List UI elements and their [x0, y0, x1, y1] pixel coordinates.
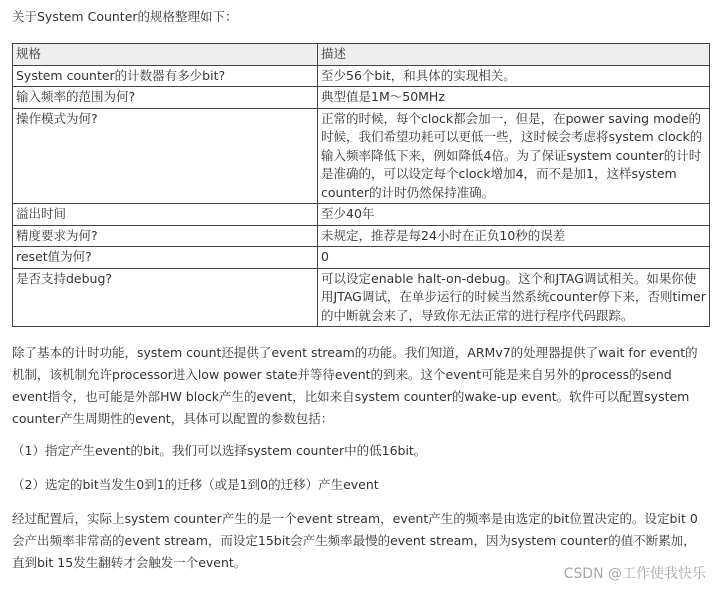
table-cell-spec: reset值为何? — [13, 247, 318, 269]
table-cell-spec: 操作模式为何? — [13, 108, 318, 204]
table-cell-description: 至少56个bit，和具体的实现相关。 — [318, 65, 710, 87]
table-cell-description: 未规定，推荐是每24小时在正负10秒的误差 — [318, 225, 710, 247]
table-cell-spec: 是否支持debug? — [13, 268, 318, 327]
table-row — [13, 225, 710, 247]
table-cell-spec: System counter的计数器有多少bit? — [13, 65, 318, 87]
table-header-row — [13, 44, 710, 66]
table-cell-spec: 输入频率的范围为何? — [13, 87, 318, 109]
spec-table — [12, 43, 710, 327]
table-row — [13, 87, 710, 109]
param-item-1: （1）指定产生event的bit。我们可以选择system counter中的低16bit。 — [12, 443, 427, 458]
intro-text: 关于System Counter的规格整理如下： — [12, 9, 238, 24]
param-item-2: （2）选定的bit当发生0到1的迁移（或是1到0的迁移）产生event — [12, 477, 379, 492]
table-cell-spec: 精度要求为何? — [13, 225, 318, 247]
table-row — [13, 247, 710, 269]
csdn-watermark: CSDN @工作使我快乐 — [563, 566, 706, 582]
table-row — [13, 65, 710, 87]
header-description: 描述 — [318, 44, 710, 66]
table-row — [13, 108, 710, 204]
table-cell-description: 正常的时候，每个clock都会加一，但是，在power saving mode的时候，我们希望功耗可以更低一些，这时候会考虑将system clock的输入频率降低下来，例如降低4倍。为了保证system counter的计时是准确的，可以设定每个clock增加4，而不是加1，这样system counter的计时仍然保持准确。 — [318, 108, 710, 204]
header-spec: 规格 — [13, 44, 318, 66]
table-row — [13, 268, 710, 327]
table-row — [13, 204, 710, 226]
table-cell-description: 典型值是1M～50MHz — [318, 87, 710, 109]
table-cell-description: 0 — [318, 247, 710, 269]
summary-paragraph: 经过配置后，实际上system counter产生的是一个event stream，event产生的频率是由选定的bit位置决定的。设定bit 0会产出频率非常高的event stream，而设定15bit会产生频率最慢的event stream，因为system counter的值不断累加，直到bit 15发生翻转才会触发一个event。 — [12, 511, 698, 570]
event-stream-paragraph: 除了基本的计时功能，system count还提供了event stream的功能。我们知道，ARMv7的处理器提供了wait for event的机制，该机制允许processor进入low power state并等待event的到来。这个event可能是来自另外的process的send event指令，也可能是外部HW block产生的event，比如来自system counter的wake-up event。软件可以配置system counter产生周期性的event，具体可以配置的参数包括： — [12, 345, 698, 426]
table-cell-description: 至少40年 — [318, 204, 710, 226]
table-cell-description: 可以设定enable halt-on-debug。这个和JTAG调试相关。如果你使用JTAG调试，在单步运行的时候当然系统counter停下来，否则timer的中断就会来了，导致你无法正常的进行程序代码跟踪。 — [318, 268, 710, 327]
table-cell-spec: 溢出时间 — [13, 204, 318, 226]
